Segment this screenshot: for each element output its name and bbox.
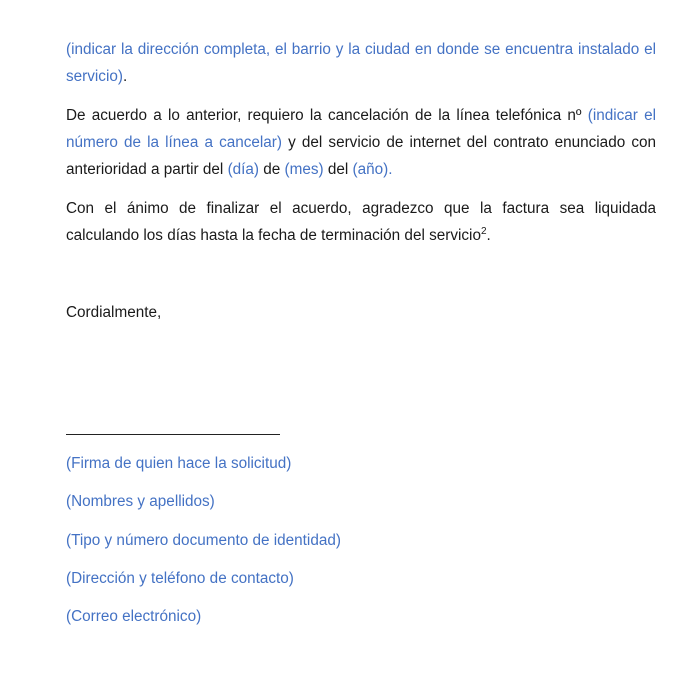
footnote-ref: 2 bbox=[480, 225, 487, 237]
placeholder-month: (mes) bbox=[284, 161, 324, 178]
paragraph-invoice bbox=[66, 195, 656, 249]
email-field: (Correo electrónico) bbox=[66, 608, 202, 626]
paragraph-address bbox=[66, 36, 656, 90]
name-field: (Nombres y apellidos) bbox=[66, 493, 215, 511]
text: del bbox=[323, 161, 353, 178]
placeholder-address: (indicar la dirección completa, el barrio y la ciudad en donde se encuentra instalado el servicio) bbox=[66, 41, 656, 85]
id-document-field: (Tipo y número documento de identidad) bbox=[66, 531, 341, 549]
signature-line bbox=[66, 434, 280, 435]
signature-field: (Firma de quien hace la solicitud) bbox=[66, 455, 292, 472]
text: Con el ánimo de finalizar el acuerdo, agradezco que la factura sea liquidada calculando los días hasta la fecha de terminación del servicio bbox=[66, 200, 656, 244]
placeholder-year: (año). bbox=[352, 161, 393, 178]
text: de bbox=[259, 161, 285, 178]
text: De acuerdo a lo anterior, requiero la cancelación de la línea telefónica nº bbox=[66, 107, 588, 124]
letter-body bbox=[66, 36, 656, 261]
text: y del servicio de internet del contrato enunciado con anterioridad a partir del bbox=[66, 134, 656, 178]
period: . bbox=[486, 227, 491, 244]
placeholder-line-number: (indicar el número de la línea a cancelar) bbox=[66, 107, 656, 151]
placeholder-day: (día) bbox=[227, 161, 260, 178]
signature-block bbox=[66, 452, 341, 643]
closing: Cordialmente, bbox=[66, 304, 162, 321]
paragraph-cancellation bbox=[66, 102, 656, 183]
address-phone-field: (Dirección y teléfono de contacto) bbox=[66, 569, 294, 587]
period: . bbox=[122, 68, 128, 85]
